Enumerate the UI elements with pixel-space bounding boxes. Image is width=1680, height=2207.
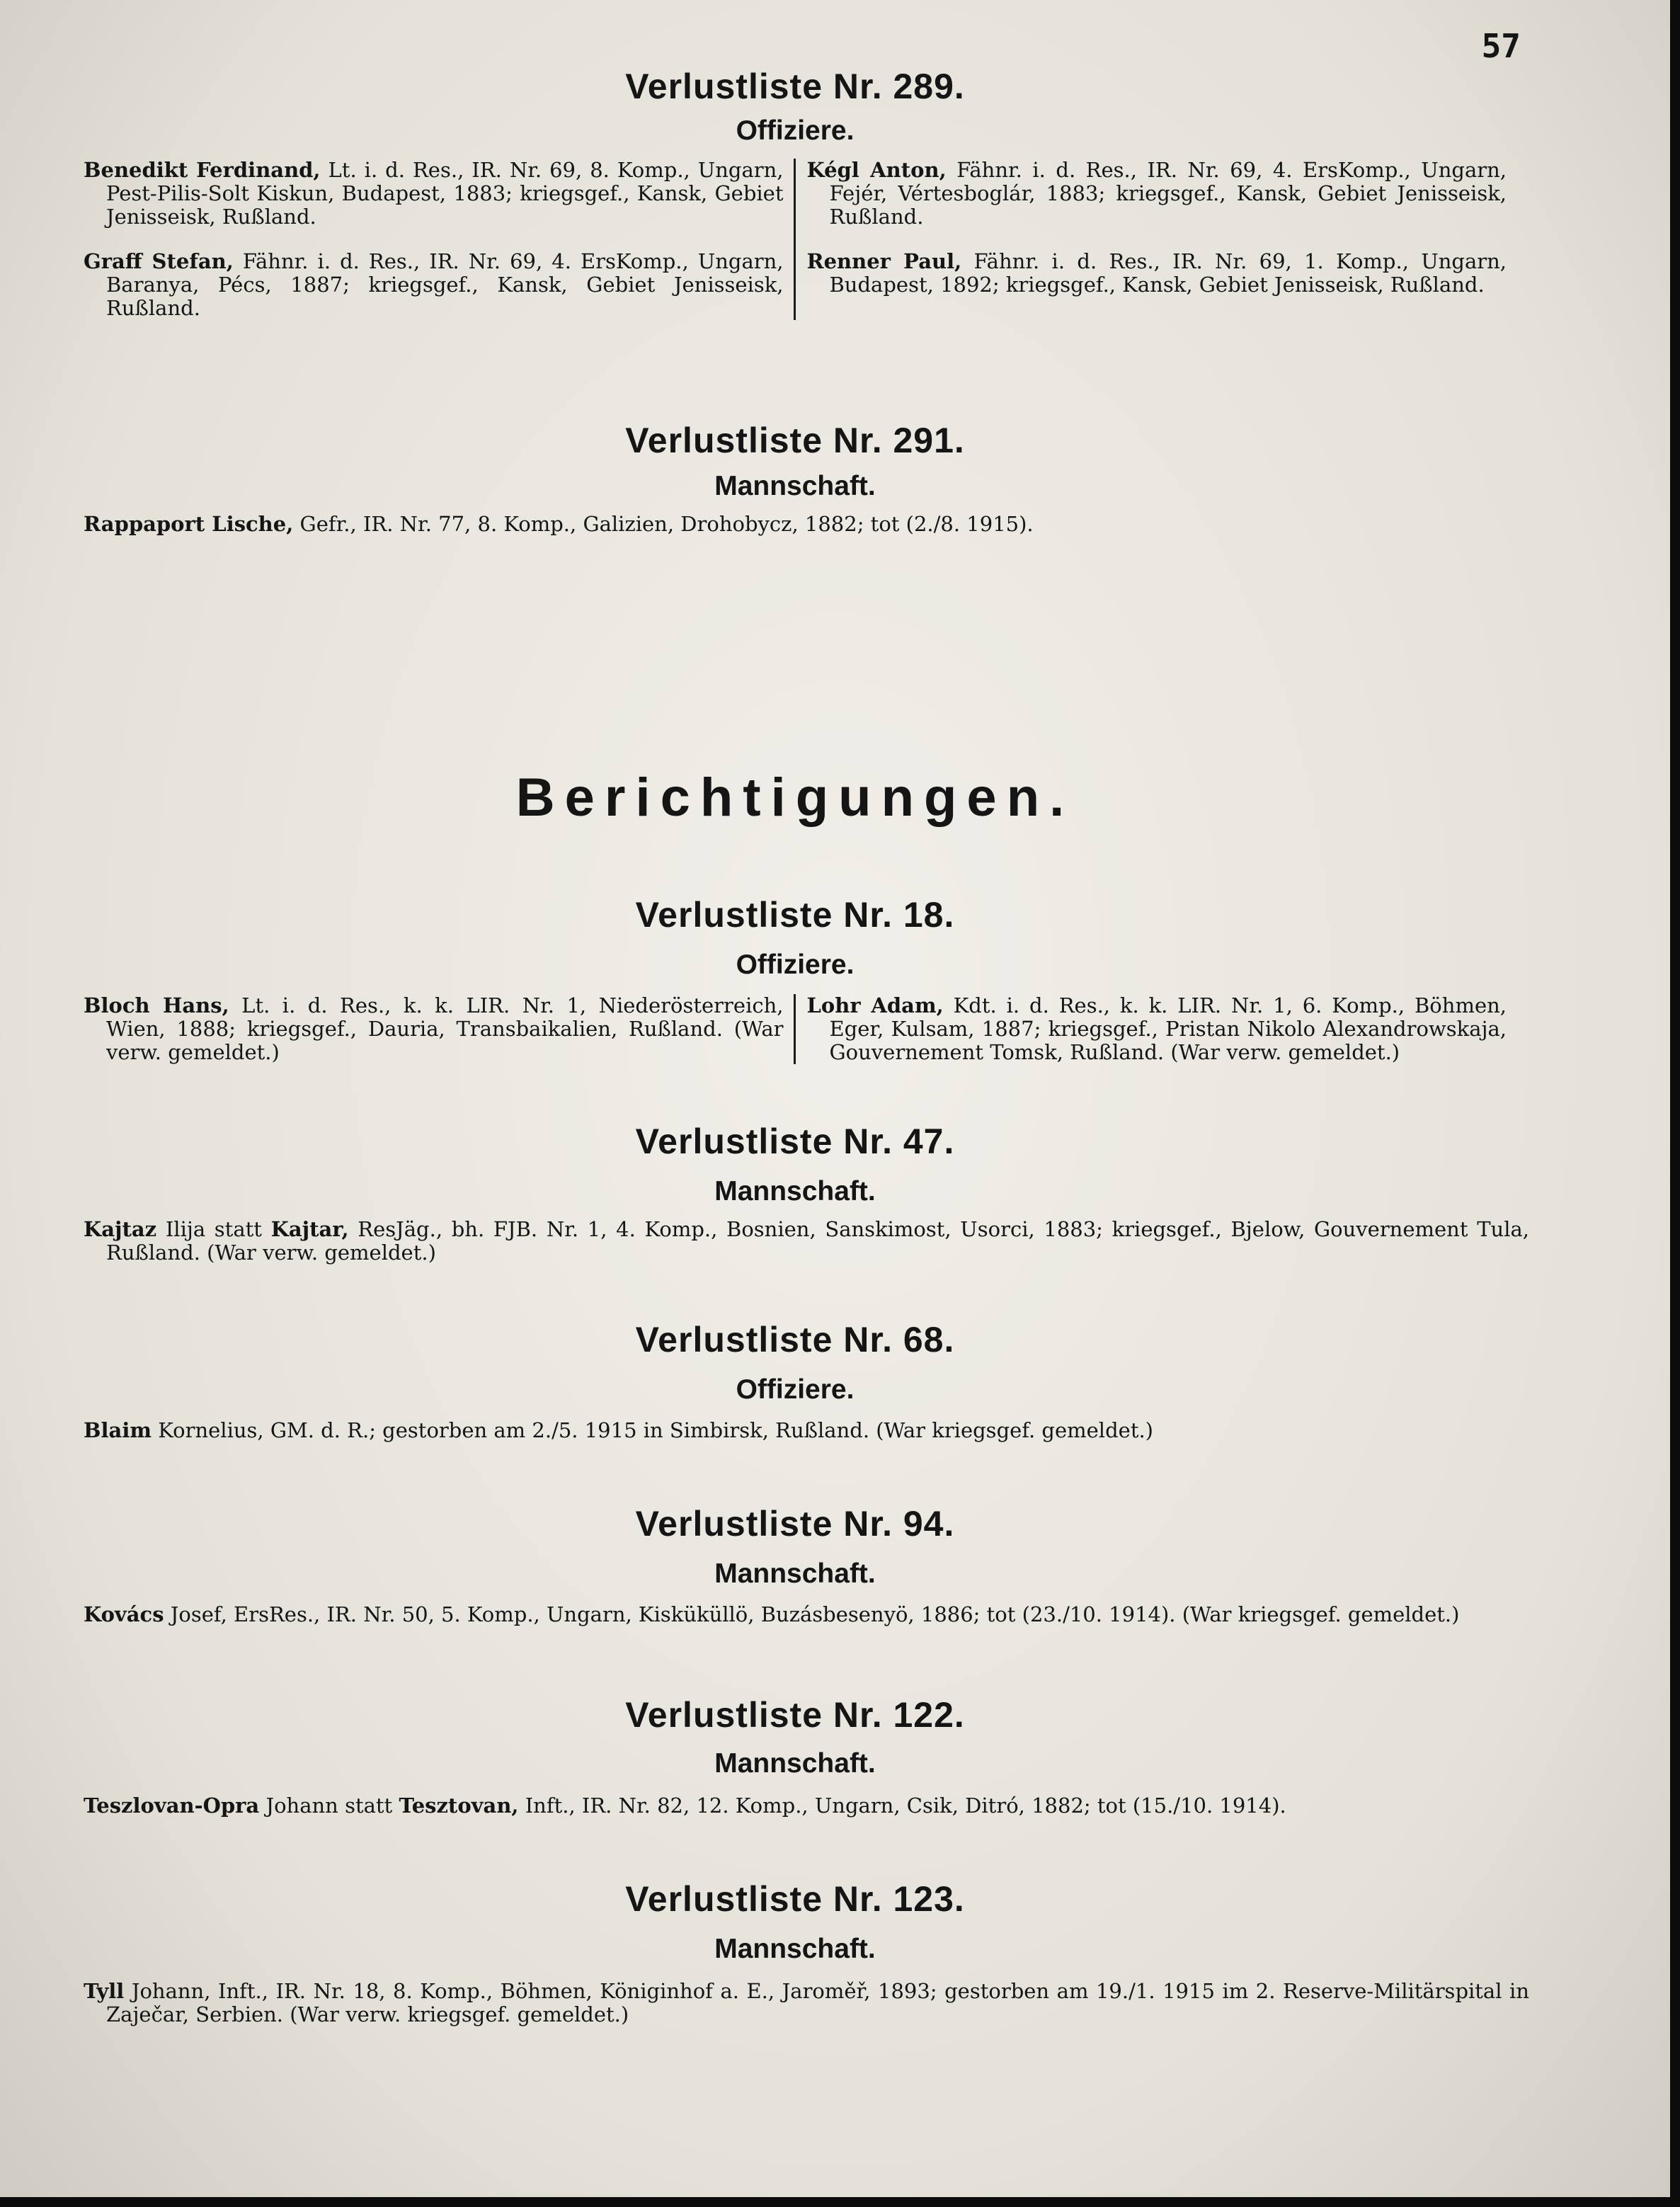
list-title: Verlustliste Nr. 47.: [635, 1122, 955, 1161]
entry-name-alt: Kajtar,: [270, 1217, 349, 1241]
entry-text: Josef, ErsRes., IR. Nr. 50, 5. Komp., Ungarn, Kisküküllö, Buzásbesenyö, 1886; tot (23./10. 1914). (War kriegsgef. gemeldet.): [164, 1602, 1460, 1626]
two-column-entries: [84, 159, 1507, 320]
right-column: [796, 994, 1507, 1064]
section-verlustliste-289: [84, 65, 1507, 370]
entry-name: Lohr Adam,: [806, 993, 944, 1017]
casualty-entry: [807, 994, 1507, 1064]
entry-text: Fähnr. i. d. Res., IR. Nr. 69, 4. ErsKomp., Ungarn, Baranya, Pécs, 1887; kriegsgef., Kansk, Gebiet Jenisseisk, Rußland.: [106, 249, 784, 320]
list-title: Verlustliste Nr. 122.: [625, 1695, 965, 1735]
page-number: 57: [1481, 27, 1521, 65]
casualty-entry: [84, 994, 784, 1064]
entry-text: Inft., IR. Nr. 82, 12. Komp., Ungarn, Csik, Ditró, 1882; tot (15./10. 1914).: [518, 1793, 1286, 1818]
entry-name: Rappaport Lische,: [84, 512, 294, 536]
entry-text: Fähnr. i. d. Res., IR. Nr. 69, 4. ErsKomp., Ungarn, Fejér, Vértesboglár, 1883; kriegsgef., Kansk, Gebiet Jenisseisk, Rußland.: [829, 158, 1507, 229]
entry-text: Johann statt: [259, 1793, 399, 1818]
scan-edge-right: [1670, 0, 1680, 2207]
section-verlustliste-123: [84, 1878, 1529, 2048]
left-column: [84, 159, 796, 320]
casualty-entry: [84, 513, 1529, 536]
entry-name: Tyll: [84, 1979, 125, 2003]
entry-text: Ilija statt: [156, 1217, 271, 1241]
entry-text: Lt. i. d. Res., k. k. LIR. Nr. 1, Niederösterreich, Wien, 1888; kriegsgef., Dauria, Transbaikalien, Rußland. (War verw. gemeldet.): [106, 993, 784, 1064]
casualty-entry: [84, 1218, 1529, 1265]
entry-name: Bloch Hans,: [84, 993, 229, 1017]
entry-text: Fähnr. i. d. Res., IR. Nr. 69, 1. Komp., Ungarn, Budapest, 1892; kriegsgef., Kansk, Gebiet Jenisseisk, Rußland.: [829, 249, 1507, 297]
list-title: Verlustliste Nr. 94.: [635, 1504, 955, 1544]
list-title: Verlustliste Nr. 68.: [635, 1320, 955, 1359]
section-verlustliste-68: [84, 1318, 1507, 1474]
casualty-entry: [84, 159, 784, 229]
scan-edge-bottom: [0, 2197, 1680, 2207]
category-title: Mannschaft.: [714, 471, 876, 501]
casualty-entry: [84, 1603, 1529, 1626]
section-verlustliste-18: [84, 894, 1507, 1099]
list-title: Verlustliste Nr. 123.: [625, 1879, 965, 1919]
list-title: Verlustliste Nr. 291.: [625, 421, 965, 460]
entry-text: Johann, Inft., IR. Nr. 18, 8. Komp., Böhmen, Königinhof a. E., Jaroměř, 1893; gestorben am 19./1. 1915 im 2. Reserve-Militärspital in Zaječar, Serbien. (War verw. kriegsgef. gemeldet.): [106, 1979, 1529, 2026]
entry-text: Kdt. i. d. Res., k. k. LIR. Nr. 1, 6. Komp., Böhmen, Eger, Kulsam, 1887; kriegsgef., Pristan Nikolo Alexandrowskaja, Gouvernement Tomsk, Rußland. (War verw. gemeldet.): [829, 993, 1507, 1064]
entry-name: Kovács: [84, 1602, 164, 1626]
category-title: Mannschaft.: [714, 1748, 876, 1779]
category-title: Mannschaft.: [714, 1176, 876, 1207]
category-title: Mannschaft.: [714, 1558, 876, 1589]
entry-text: Kornelius, GM. d. R.; gestorben am 2./5. 1915 in Simbirsk, Rußland. (War kriegsgef. gemeldet.): [152, 1418, 1153, 1442]
casualty-entry: [807, 250, 1507, 297]
list-title: Verlustliste Nr. 18.: [635, 895, 955, 935]
entry-name-alt: Tesztovan,: [399, 1793, 519, 1818]
left-column: [84, 994, 796, 1064]
entry-text: Gefr., IR. Nr. 77, 8. Komp., Galizien, Drohobycz, 1882; tot (2./8. 1915).: [293, 512, 1034, 536]
entry-name: Blaim: [84, 1418, 152, 1442]
category-title: Offiziere.: [736, 1374, 855, 1405]
entry-name: Graff Stefan,: [84, 249, 234, 273]
entry-name: Renner Paul,: [806, 249, 962, 273]
section-verlustliste-47: [84, 1120, 1529, 1297]
casualty-entry: [807, 159, 1507, 229]
entry-name: Benedikt Ferdinand,: [84, 158, 321, 182]
page-content: [84, 65, 1529, 2048]
entry-name: Kajtaz: [84, 1217, 157, 1241]
two-column-entries: [84, 994, 1507, 1064]
category-title: Mannschaft.: [714, 1934, 876, 1964]
right-column: [796, 159, 1507, 320]
section-verlustliste-94: [84, 1502, 1507, 1680]
main-title-berichtigungen: Berichtigungen.: [515, 768, 1075, 828]
casualty-entry: [84, 1980, 1529, 2026]
entry-name: Kégl Anton,: [806, 158, 947, 182]
category-title: Offiziere.: [736, 949, 855, 980]
casualty-entry: [84, 1419, 1529, 1442]
list-title: Verlustliste Nr. 289.: [625, 67, 965, 106]
casualty-entry: [84, 250, 784, 320]
category-title: Offiziere.: [736, 115, 855, 146]
casualty-entry: [84, 1794, 1529, 1818]
section-verlustliste-291: [84, 419, 1507, 632]
entry-name: Teszlovan-Opra: [84, 1793, 260, 1818]
entry-text: ResJäg., bh. FJB. Nr. 1, 4. Komp., Bosnien, Sanskimost, Usorci, 1883; kriegsgef., Bjelow, Gouvernement Tula, Rußland. (War verw. gemeldet.): [106, 1217, 1529, 1265]
entry-text: Lt. i. d. Res., IR. Nr. 69, 8. Komp., Ungarn, Pest-Pilis-Solt Kiskun, Budapest, 1883; kriegsgef., Kansk, Gebiet Jenisseisk, Rußland.: [106, 158, 784, 229]
section-verlustliste-122: [84, 1694, 1507, 1849]
